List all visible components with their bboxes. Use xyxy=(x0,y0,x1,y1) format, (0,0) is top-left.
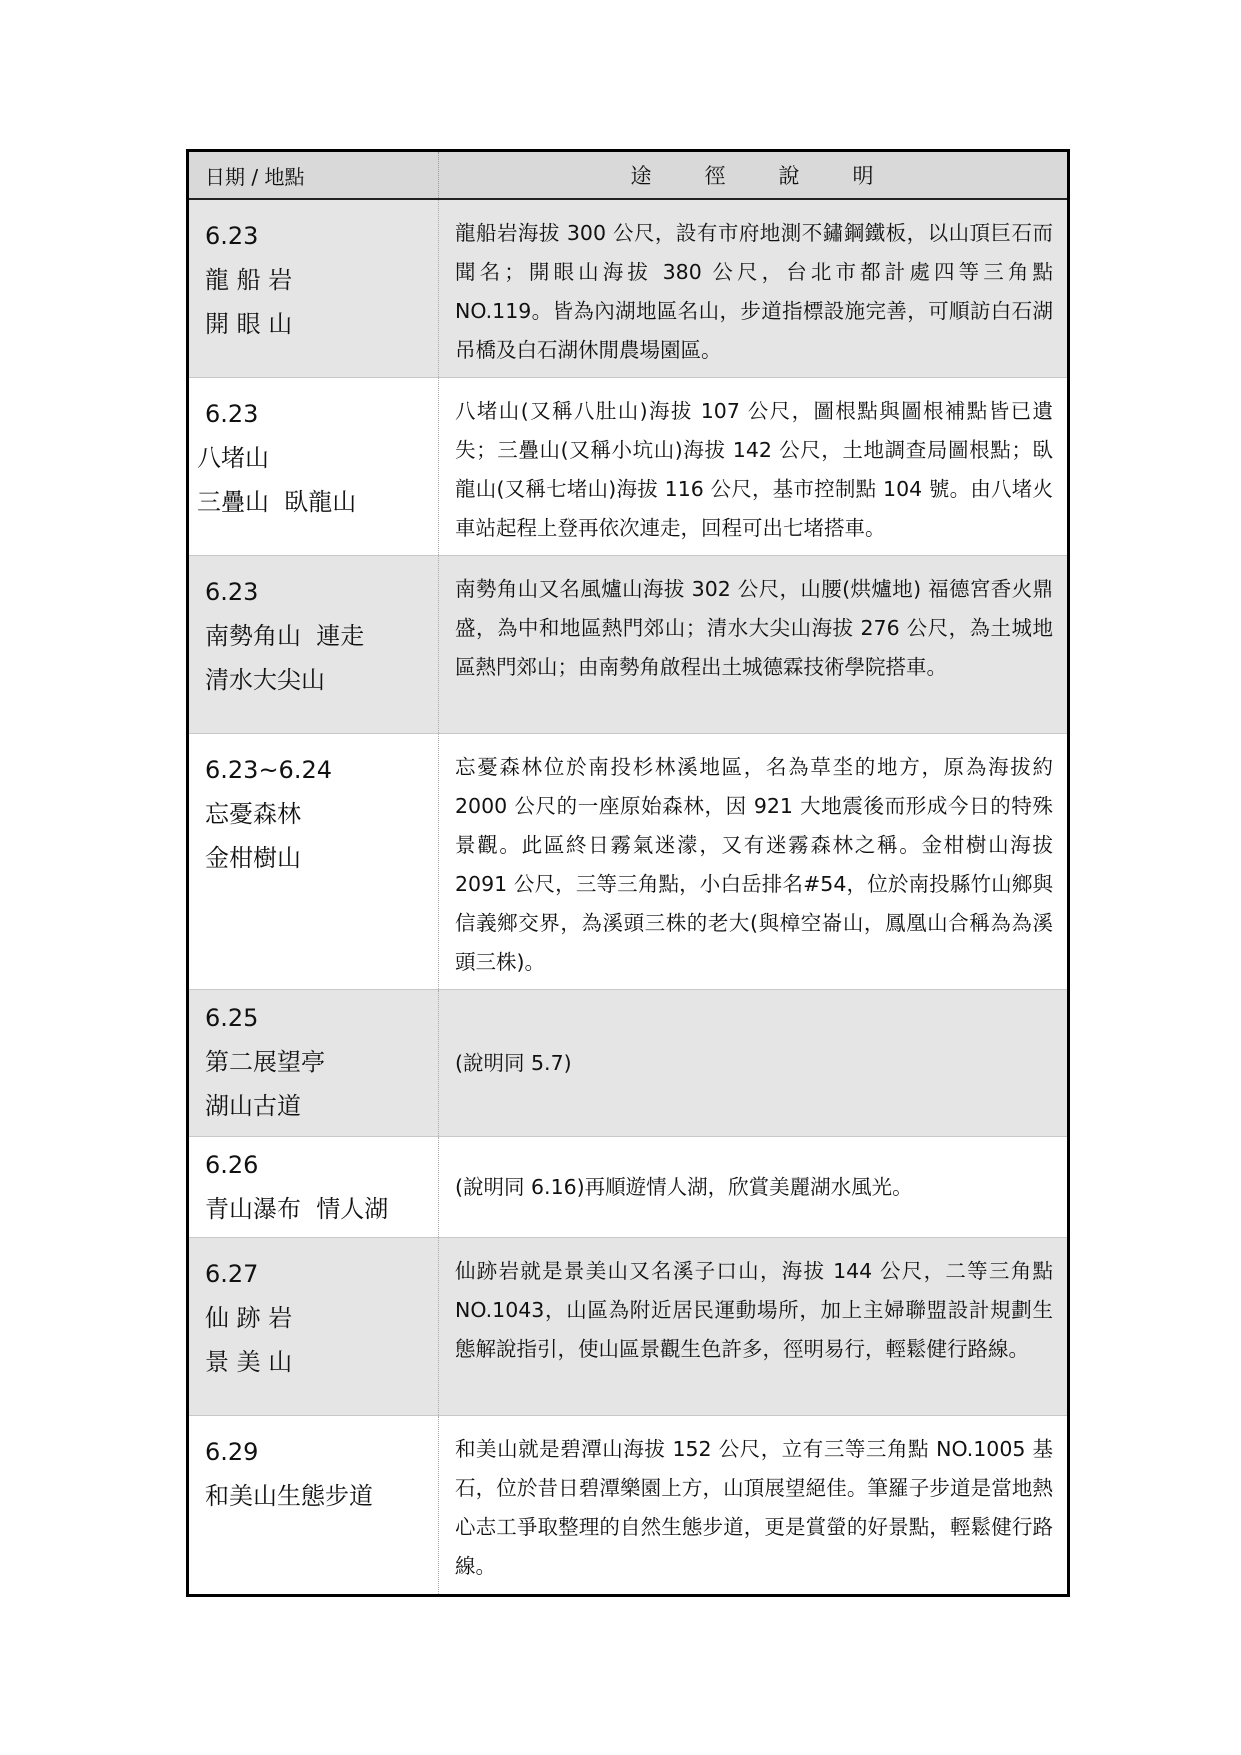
table-row xyxy=(189,378,1067,556)
row-description: 八堵山(又稱八肚山)海拔 107 公尺，圖根點與圖根補點皆已遺失；三疊山(又稱小坑山)海拔 142 公尺，土地調查局圖根點；臥龍山(又稱七堵山)海拔 116 公尺，基市控制點 104 號。由八堵火車站起程上登再依次連走，回程可出七堵搭車。 xyxy=(455,399,1053,540)
row-description: 和美山就是碧潭山海拔 152 公尺，立有三等三角點 NO.1005 基石，位於昔日碧潭樂園上方，山頂展望絕佳。筆羅子步道是當地熱心志工爭取整理的自然生態步道，更是賞螢的好景點，輕鬆健行路線。 xyxy=(455,1437,1053,1578)
row-date: 6.23~6.24 xyxy=(205,756,332,784)
header-char: 途 xyxy=(630,164,654,188)
row-date: 6.23 xyxy=(205,222,259,250)
row-place: 八堵山 xyxy=(197,444,269,472)
table-row xyxy=(189,556,1067,734)
trail-schedule-table xyxy=(186,149,1070,1597)
row-date-location xyxy=(189,556,439,733)
header-char: 說 xyxy=(778,164,802,188)
row-description: 忘憂森林位於南投杉林溪地區，名為草坔的地方，原為海拔約 2000 公尺的一座原始森林，因 921 大地震後而形成今日的特殊景觀。此區終日霧氣迷濛，又有迷霧森林之稱。金柑樹山海拔 2091 公尺，三等三角點，小白岳排名#54，位於南投縣竹山鄉與信義鄉交界，為溪頭三株的老大(與樟空崙山，鳳凰山合稱為為溪頭三株)。 xyxy=(455,755,1053,974)
row-place: 金柑樹山 xyxy=(205,844,301,872)
row-date: 6.27 xyxy=(205,1260,259,1288)
row-date-location xyxy=(189,990,439,1136)
row-date-location xyxy=(189,734,439,989)
row-place: 湖山古道 xyxy=(205,1092,301,1120)
header-date-location: 日期 / 地點 xyxy=(189,152,439,198)
row-description: 仙跡岩就是景美山又名溪子口山，海拔 144 公尺，二等三角點 NO.1043，山區為附近居民運動場所，加上主婦聯盟設計規劃生態解說指引，使山區景觀生色許多，徑明易行，輕鬆健行路線。 xyxy=(455,1259,1053,1361)
row-date: 6.26 xyxy=(205,1151,259,1179)
row-place: 清水大尖山 xyxy=(205,666,325,694)
row-date: 6.23 xyxy=(205,578,259,606)
row-description: (說明同 5.7) xyxy=(455,1050,572,1075)
table-row xyxy=(189,1137,1067,1238)
header-char: 明 xyxy=(852,164,876,188)
row-place: 景 美 山 xyxy=(205,1348,293,1376)
row-description: 南勢角山又名風爐山海拔 302 公尺，山腰(烘爐地) 福德宮香火鼎盛，為中和地區熱門郊山；清水大尖山海拔 276 公尺，為土城地區熱門郊山；由南勢角啟程出土城德霖技術學院搭車。 xyxy=(455,577,1053,679)
table-row xyxy=(189,734,1067,990)
table-row xyxy=(189,1238,1067,1416)
row-date-location xyxy=(189,378,439,555)
row-place: 南勢角山 連走 xyxy=(205,622,365,650)
table-row xyxy=(189,990,1067,1137)
header-route-description xyxy=(439,152,1067,198)
row-date-location xyxy=(189,200,439,377)
row-place: 仙 跡 岩 xyxy=(205,1304,293,1332)
row-place: 開 眼 山 xyxy=(205,310,293,338)
row-date: 6.23 xyxy=(205,400,259,428)
table-header xyxy=(189,152,1067,200)
row-place: 三疊山 臥龍山 xyxy=(197,488,357,516)
row-place: 青山瀑布 情人湖 xyxy=(205,1195,389,1223)
row-place: 第二展望亭 xyxy=(205,1048,325,1076)
row-place: 忘憂森林 xyxy=(205,800,301,828)
row-place: 龍 船 岩 xyxy=(205,266,293,294)
row-date: 6.25 xyxy=(205,1004,259,1032)
row-date-location xyxy=(189,1238,439,1415)
row-date-location xyxy=(189,1416,439,1594)
row-place: 和美山生態步道 xyxy=(205,1482,373,1510)
table-row xyxy=(189,1416,1067,1594)
row-date: 6.29 xyxy=(205,1438,259,1466)
header-char: 徑 xyxy=(704,164,728,188)
row-description: 龍船岩海拔 300 公尺，設有市府地測不鏽鋼鐵板，以山頂巨石而聞名；開眼山海拔 380 公尺，台北市都計處四等三角點 NO.119。皆為內湖地區名山，步道指標設施完善，可順訪白石湖吊橋及白石湖休閒農場園區。 xyxy=(455,221,1053,362)
row-date-location xyxy=(189,1137,439,1237)
table-row xyxy=(189,200,1067,378)
row-description: (說明同 6.16)再順遊情人湖，欣賞美麗湖水風光。 xyxy=(455,1174,913,1199)
